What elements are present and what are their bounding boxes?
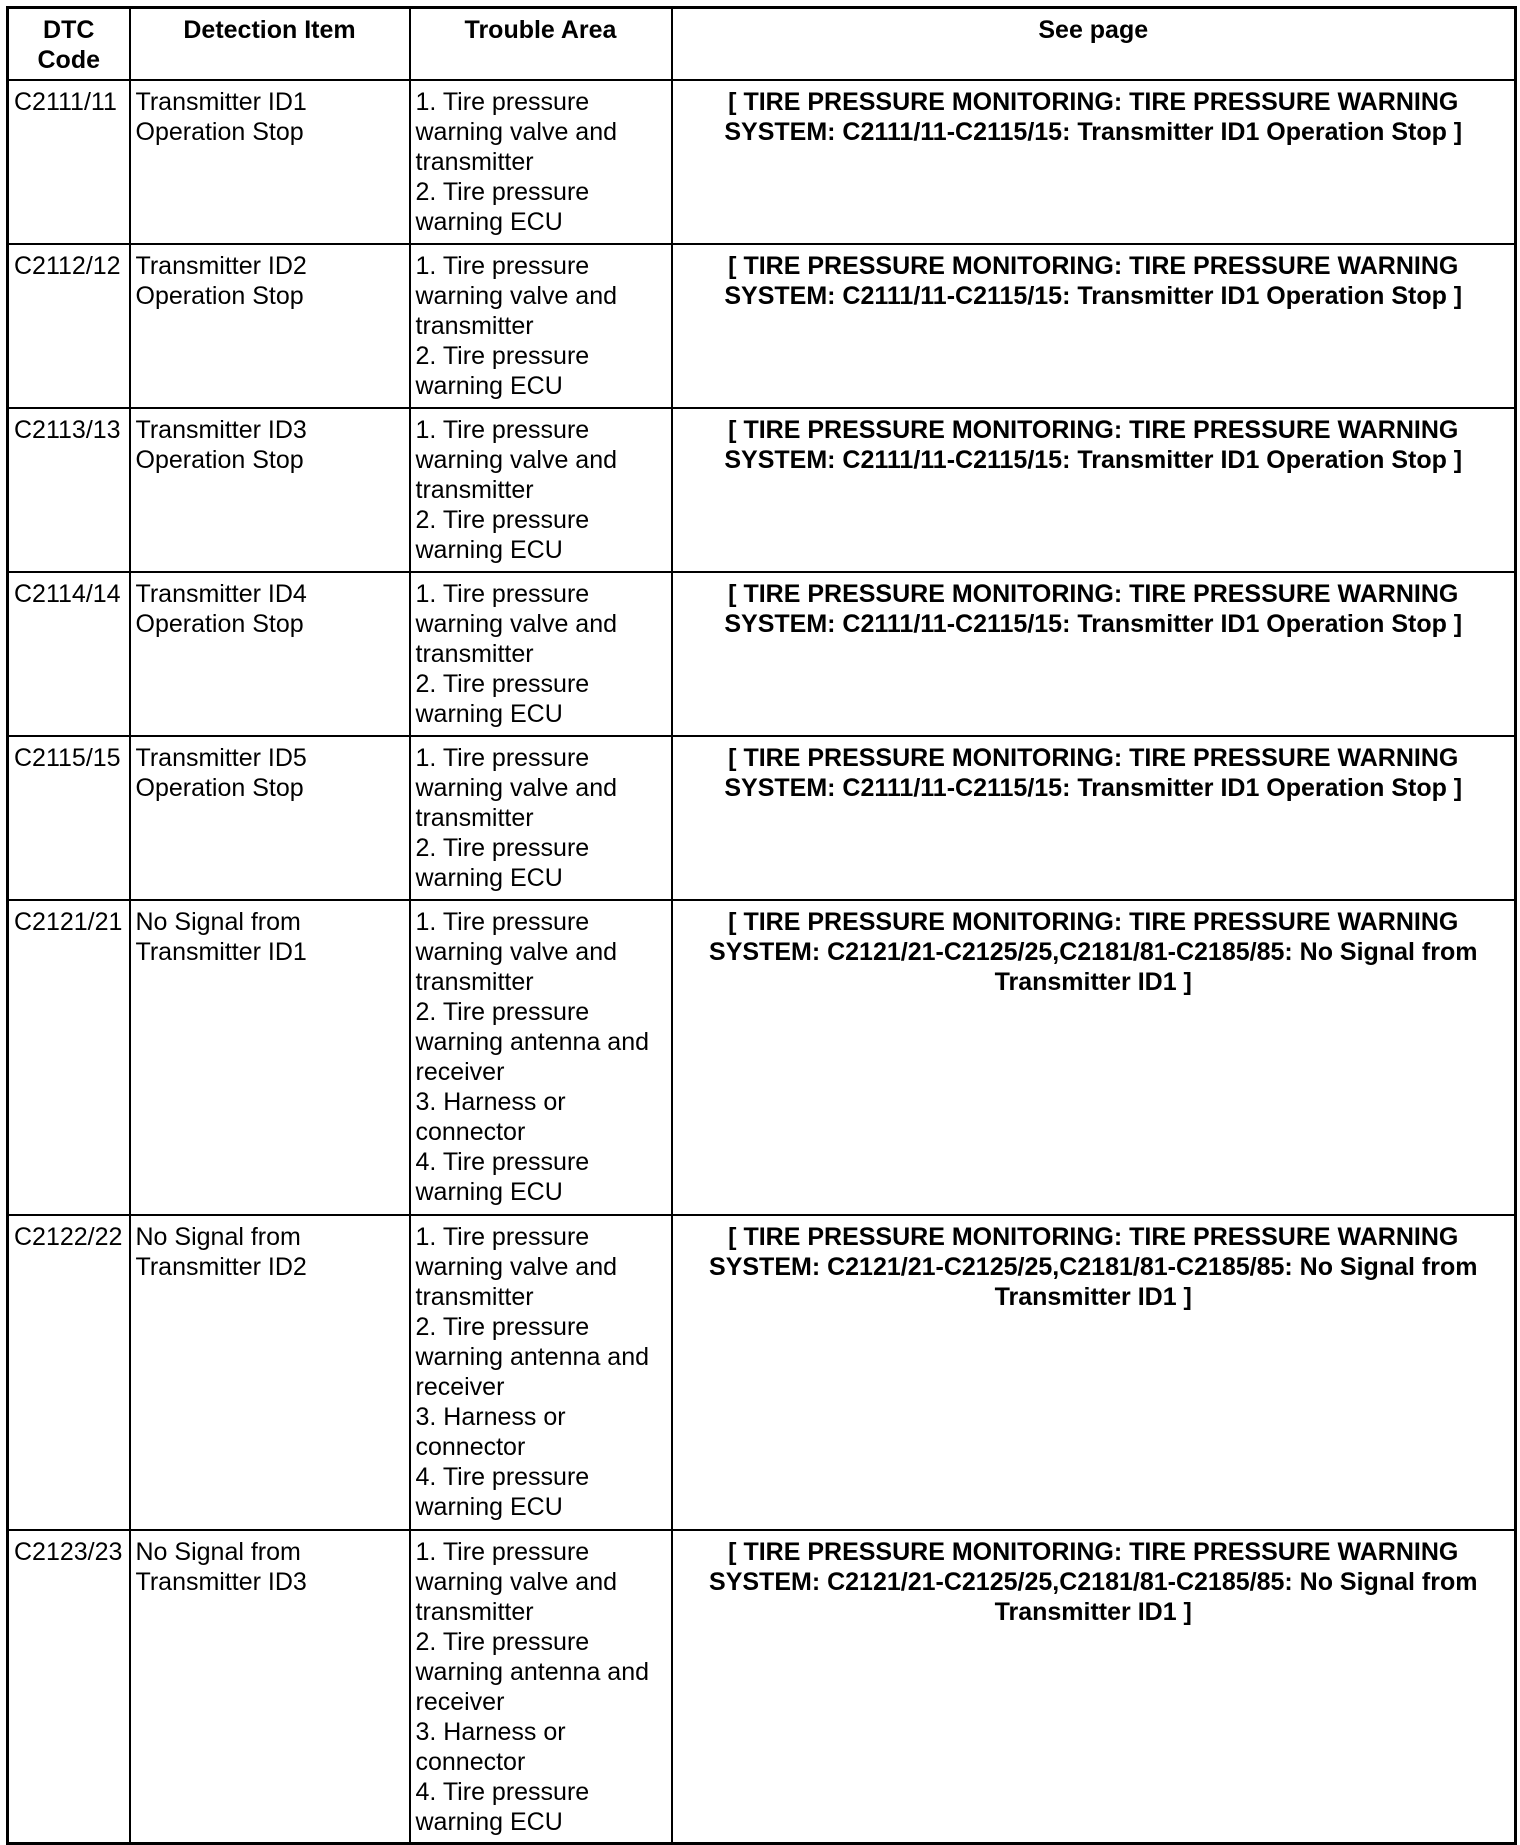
trouble-area-line: 2. Tire pressure warning antenna and receiver — [415, 1313, 650, 1401]
see-page-link[interactable]: [ TIRE PRESSURE MONITORING: TIRE PRESSURE WARNING SYSTEM: C2111/11-C2115/15: Transmitter ID1 Operation Stop ] — [672, 736, 1516, 900]
trouble-area-line: 2. Tire pressure warning ECU — [415, 834, 590, 892]
trouble-area-line: 1. Tire pressure warning valve and transmitter — [415, 1538, 618, 1626]
dtc-code-cell: C2112/12 — [8, 244, 130, 408]
dtc-code-cell: C2113/13 — [8, 408, 130, 572]
detection-item-cell: Transmitter ID5 Operation Stop — [130, 736, 410, 900]
detection-item-cell: Transmitter ID1 Operation Stop — [130, 80, 410, 244]
see-page-link[interactable]: [ TIRE PRESSURE MONITORING: TIRE PRESSURE WARNING SYSTEM: C2121/21-C2125/25,C2181/81-C2185/85: No Signal from Transmitter ID1 ] — [672, 1530, 1516, 1844]
table-row — [8, 900, 1516, 1215]
see-page-link[interactable]: [ TIRE PRESSURE MONITORING: TIRE PRESSURE WARNING SYSTEM: C2111/11-C2115/15: Transmitter ID1 Operation Stop ] — [672, 572, 1516, 736]
table-row — [8, 408, 1516, 572]
dtc-code-cell: C2114/14 — [8, 572, 130, 736]
trouble-area-cell — [410, 1530, 672, 1844]
trouble-area-line: 2. Tire pressure warning ECU — [415, 342, 590, 400]
detection-item-cell: No Signal from Transmitter ID2 — [130, 1215, 410, 1530]
see-page-link[interactable]: [ TIRE PRESSURE MONITORING: TIRE PRESSURE WARNING SYSTEM: C2111/11-C2115/15: Transmitter ID1 Operation Stop ] — [672, 244, 1516, 408]
detection-item-cell: Transmitter ID3 Operation Stop — [130, 408, 410, 572]
trouble-area-line: 1. Tire pressure warning valve and transmitter — [415, 252, 618, 340]
table-row — [8, 572, 1516, 736]
trouble-area-line: 2. Tire pressure warning ECU — [415, 506, 590, 564]
trouble-area-line: 1. Tire pressure warning valve and transmitter — [415, 580, 618, 668]
trouble-area-cell — [410, 572, 672, 736]
detection-item-cell: No Signal from Transmitter ID1 — [130, 900, 410, 1215]
header-trouble-area: Trouble Area — [410, 8, 672, 81]
see-page-link[interactable]: [ TIRE PRESSURE MONITORING: TIRE PRESSURE WARNING SYSTEM: C2121/21-C2125/25,C2181/81-C2185/85: No Signal from Transmitter ID1 ] — [672, 1215, 1516, 1530]
trouble-area-line: 1. Tire pressure warning valve and transmitter — [415, 908, 618, 996]
detection-item-cell: Transmitter ID4 Operation Stop — [130, 572, 410, 736]
dtc-table — [6, 6, 1517, 1845]
header-dtc-code: DTC Code — [8, 8, 130, 81]
header-detection-item: Detection Item — [130, 8, 410, 81]
table-row — [8, 244, 1516, 408]
table-row — [8, 736, 1516, 900]
dtc-code-cell: C2122/22 — [8, 1215, 130, 1530]
dtc-code-cell: C2115/15 — [8, 736, 130, 900]
trouble-area-line: 2. Tire pressure warning antenna and receiver — [415, 998, 650, 1086]
trouble-area-line: 4. Tire pressure warning ECU — [415, 1778, 590, 1836]
trouble-area-cell — [410, 900, 672, 1215]
trouble-area-line: 1. Tire pressure warning valve and transmitter — [415, 744, 618, 832]
trouble-area-line: 4. Tire pressure warning ECU — [415, 1148, 590, 1206]
see-page-link[interactable]: [ TIRE PRESSURE MONITORING: TIRE PRESSURE WARNING SYSTEM: C2111/11-C2115/15: Transmitter ID1 Operation Stop ] — [672, 408, 1516, 572]
dtc-code-cell: C2123/23 — [8, 1530, 130, 1844]
trouble-area-cell — [410, 1215, 672, 1530]
detection-item-cell: Transmitter ID2 Operation Stop — [130, 244, 410, 408]
see-page-link[interactable]: [ TIRE PRESSURE MONITORING: TIRE PRESSURE WARNING SYSTEM: C2111/11-C2115/15: Transmitter ID1 Operation Stop ] — [672, 80, 1516, 244]
trouble-area-line: 3. Harness or connector — [415, 1088, 566, 1146]
trouble-area-cell — [410, 244, 672, 408]
trouble-area-line: 1. Tire pressure warning valve and transmitter — [415, 1223, 618, 1311]
trouble-area-line: 4. Tire pressure warning ECU — [415, 1463, 590, 1521]
trouble-area-line: 1. Tire pressure warning valve and transmitter — [415, 416, 618, 504]
see-page-link[interactable]: [ TIRE PRESSURE MONITORING: TIRE PRESSURE WARNING SYSTEM: C2121/21-C2125/25,C2181/81-C2185/85: No Signal from Transmitter ID1 ] — [672, 900, 1516, 1215]
detection-item-cell: No Signal from Transmitter ID3 — [130, 1530, 410, 1844]
trouble-area-line: 3. Harness or connector — [415, 1403, 566, 1461]
table-row — [8, 80, 1516, 244]
table-row — [8, 1530, 1516, 1844]
trouble-area-line: 2. Tire pressure warning ECU — [415, 670, 590, 728]
header-see-page: See page — [672, 8, 1516, 81]
trouble-area-cell — [410, 736, 672, 900]
trouble-area-line: 1. Tire pressure warning valve and transmitter — [415, 88, 618, 176]
trouble-area-cell — [410, 80, 672, 244]
dtc-code-cell: C2121/21 — [8, 900, 130, 1215]
trouble-area-cell — [410, 408, 672, 572]
table-header-row — [8, 8, 1516, 81]
trouble-area-line: 2. Tire pressure warning ECU — [415, 178, 590, 236]
dtc-code-cell: C2111/11 — [8, 80, 130, 244]
table-row — [8, 1215, 1516, 1530]
trouble-area-line: 2. Tire pressure warning antenna and receiver — [415, 1628, 650, 1716]
trouble-area-line: 3. Harness or connector — [415, 1718, 566, 1776]
